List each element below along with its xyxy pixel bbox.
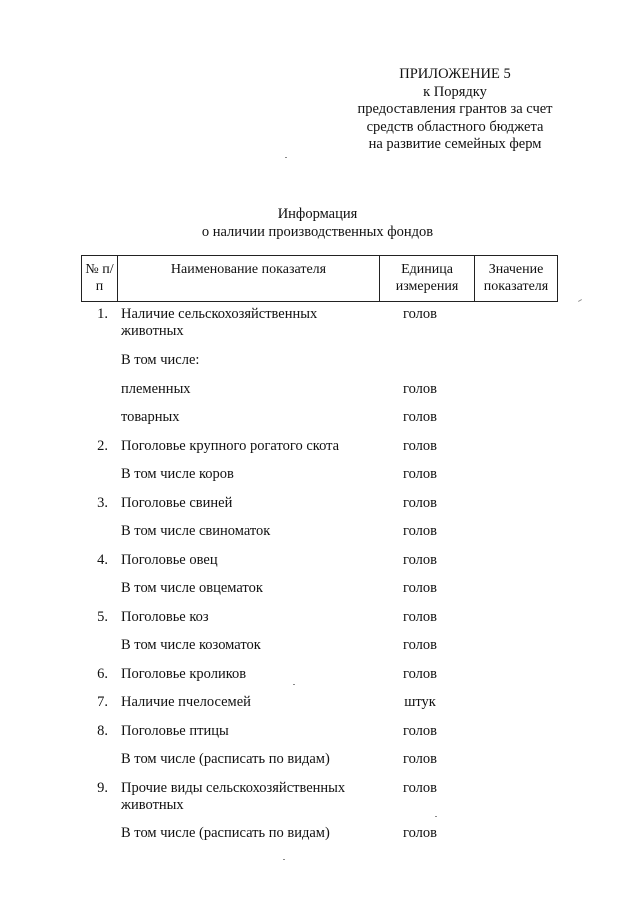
scan-speck	[285, 157, 287, 158]
appendix-line: ПРИЛОЖЕНИЕ 5	[399, 66, 511, 82]
row-name: Поголовье кроликов	[121, 666, 247, 682]
row-unit: голов	[403, 523, 437, 539]
row-number: 2.	[97, 438, 108, 454]
row-name: Прочие виды сельскохозяйственных животных	[121, 780, 346, 813]
row-unit: голов	[403, 751, 437, 767]
row-number: 5.	[97, 609, 108, 625]
document-title	[150, 206, 485, 241]
row-unit: голов	[403, 637, 437, 653]
row-name: В том числе овцематок	[121, 580, 263, 596]
row-number: 6.	[97, 666, 108, 682]
header-unit: Единица измерения	[380, 256, 475, 302]
row-number: 8.	[97, 723, 108, 739]
row-name: Поголовье свиней	[121, 495, 233, 511]
row-unit: голов	[403, 609, 437, 625]
header-num: № п/п	[82, 256, 118, 302]
row-number: 4.	[97, 552, 108, 568]
row-name: В том числе козоматок	[121, 637, 261, 653]
row-unit: голов	[403, 580, 437, 596]
row-name: племенных	[121, 381, 191, 397]
scan-speck	[435, 816, 437, 817]
header-name: Наименование показателя	[118, 256, 380, 302]
row-name: Поголовье овец	[121, 552, 218, 568]
table-header	[81, 255, 558, 302]
row-unit: голов	[403, 495, 437, 511]
appendix-line: к Порядку	[423, 83, 487, 100]
row-name: Наличие пчелосемей	[121, 694, 251, 710]
appendix-line: предоставления грантов за счет	[357, 101, 553, 117]
header-value: Значение показателя	[475, 256, 558, 302]
row-number: 1.	[97, 306, 108, 322]
row-unit: голов	[403, 306, 437, 322]
row-unit: голов	[403, 409, 437, 425]
row-name: товарных	[121, 409, 180, 425]
row-name: В том числе коров	[121, 466, 234, 482]
row-name: В том числе (расписать по видам)	[121, 825, 330, 841]
appendix-line: на развитие семейных ферм	[368, 136, 542, 152]
row-unit: голов	[403, 466, 437, 482]
row-unit: голов	[403, 381, 437, 397]
title-line-2: о наличии производственных фондов	[201, 223, 434, 240]
row-name: В том числе:	[121, 352, 200, 368]
row-unit: голов	[403, 552, 437, 568]
row-name: Поголовье коз	[121, 609, 209, 625]
row-unit: голов	[403, 723, 437, 739]
row-number: 3.	[97, 495, 108, 511]
row-unit: голов	[403, 438, 437, 454]
scan-speck	[283, 859, 285, 860]
row-unit: голов	[403, 666, 437, 682]
row-name: В том числе свиноматок	[121, 523, 271, 539]
row-unit: штук	[404, 694, 436, 710]
title-line-1: Информация	[277, 206, 358, 222]
row-unit: голов	[403, 780, 437, 796]
appendix-header	[330, 66, 580, 154]
scan-speck	[293, 684, 295, 685]
row-name: Поголовье птицы	[121, 723, 229, 739]
appendix-line: средств областного бюджета	[366, 118, 544, 135]
row-unit: голов	[403, 825, 437, 841]
row-number: 9.	[97, 780, 108, 796]
row-name: В том числе (расписать по видам)	[121, 751, 330, 767]
row-number: 7.	[97, 694, 108, 710]
scan-speck	[578, 299, 582, 302]
row-name: Поголовье крупного рогатого скота	[121, 438, 340, 454]
row-name: Наличие сельскохозяйственных животных	[121, 306, 318, 339]
